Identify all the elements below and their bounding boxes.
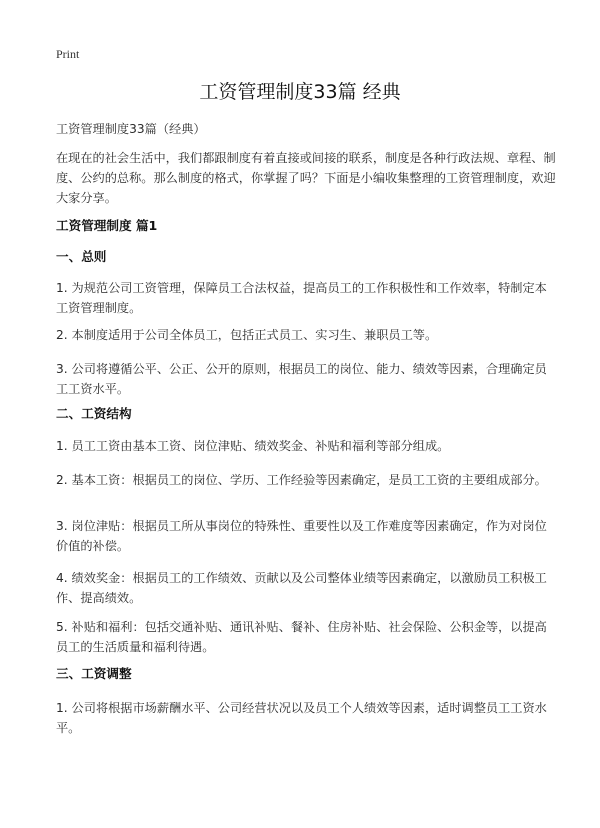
structure-item-4: 4. 绩效奖金：根据员工的工作绩效、贡献以及公司整体业绩等因素确定，以激励员工积极工作、提高绩效。 (56, 571, 547, 605)
structure-item-2: 2. 基本工资：根据员工的岗位、学历、工作经验等因素确定，是员工工资的主要组成部分。 (56, 473, 547, 487)
adjustment-item-1: 1. 公司将根据市场薪酬水平、公司经营状况以及员工个人绩效等因素，适时调整员工工资水平。 (56, 701, 547, 735)
intro-paragraph: 在现在的社会生活中，我们都跟制度有着直接或间接的联系，制度是各种行政法规、章程、制度、公约的总称。那么制度的格式，你掌握了吗？下面是小编收集整理的工资管理制度，欢迎大家分享。 (56, 151, 556, 205)
structure-item-5: 5. 补贴和福利：包括交通补贴、通讯补贴、餐补、住房补贴、社会保险、公积金等，以提高员工的生活质量和福利待遇。 (56, 620, 547, 654)
section-heading-general: 一、总则 (56, 249, 107, 264)
section-heading-structure: 二、工资结构 (56, 406, 132, 421)
general-item-1: 1. 为规范公司工资管理，保障员工合法权益，提高员工的工作积极性和工作效率，特制定本工资管理制度。 (56, 281, 547, 315)
section-heading-adjustment: 三、工资调整 (56, 666, 132, 681)
document-title: 工资管理制度33篇 经典 (199, 81, 401, 103)
document-subtitle: 工资管理制度33篇（经典） (56, 122, 206, 136)
structure-item-1: 1. 员工工资由基本工资、岗位津贴、绩效奖金、补贴和福利等部分组成。 (56, 439, 450, 453)
general-item-3: 3. 公司将遵循公平、公正、公开的原则，根据员工的岗位、能力、绩效等因素，合理确定员工工资水平。 (56, 362, 547, 396)
print-link[interactable]: Print (56, 47, 80, 61)
chapter-heading: 工资管理制度 篇1 (56, 218, 158, 233)
general-item-2: 2. 本制度适用于公司全体员工，包括正式员工、实习生、兼职员工等。 (56, 328, 438, 342)
structure-item-3: 3. 岗位津贴：根据员工所从事岗位的特殊性、重要性以及工作难度等因素确定，作为对岗位价值的补偿。 (56, 519, 547, 553)
